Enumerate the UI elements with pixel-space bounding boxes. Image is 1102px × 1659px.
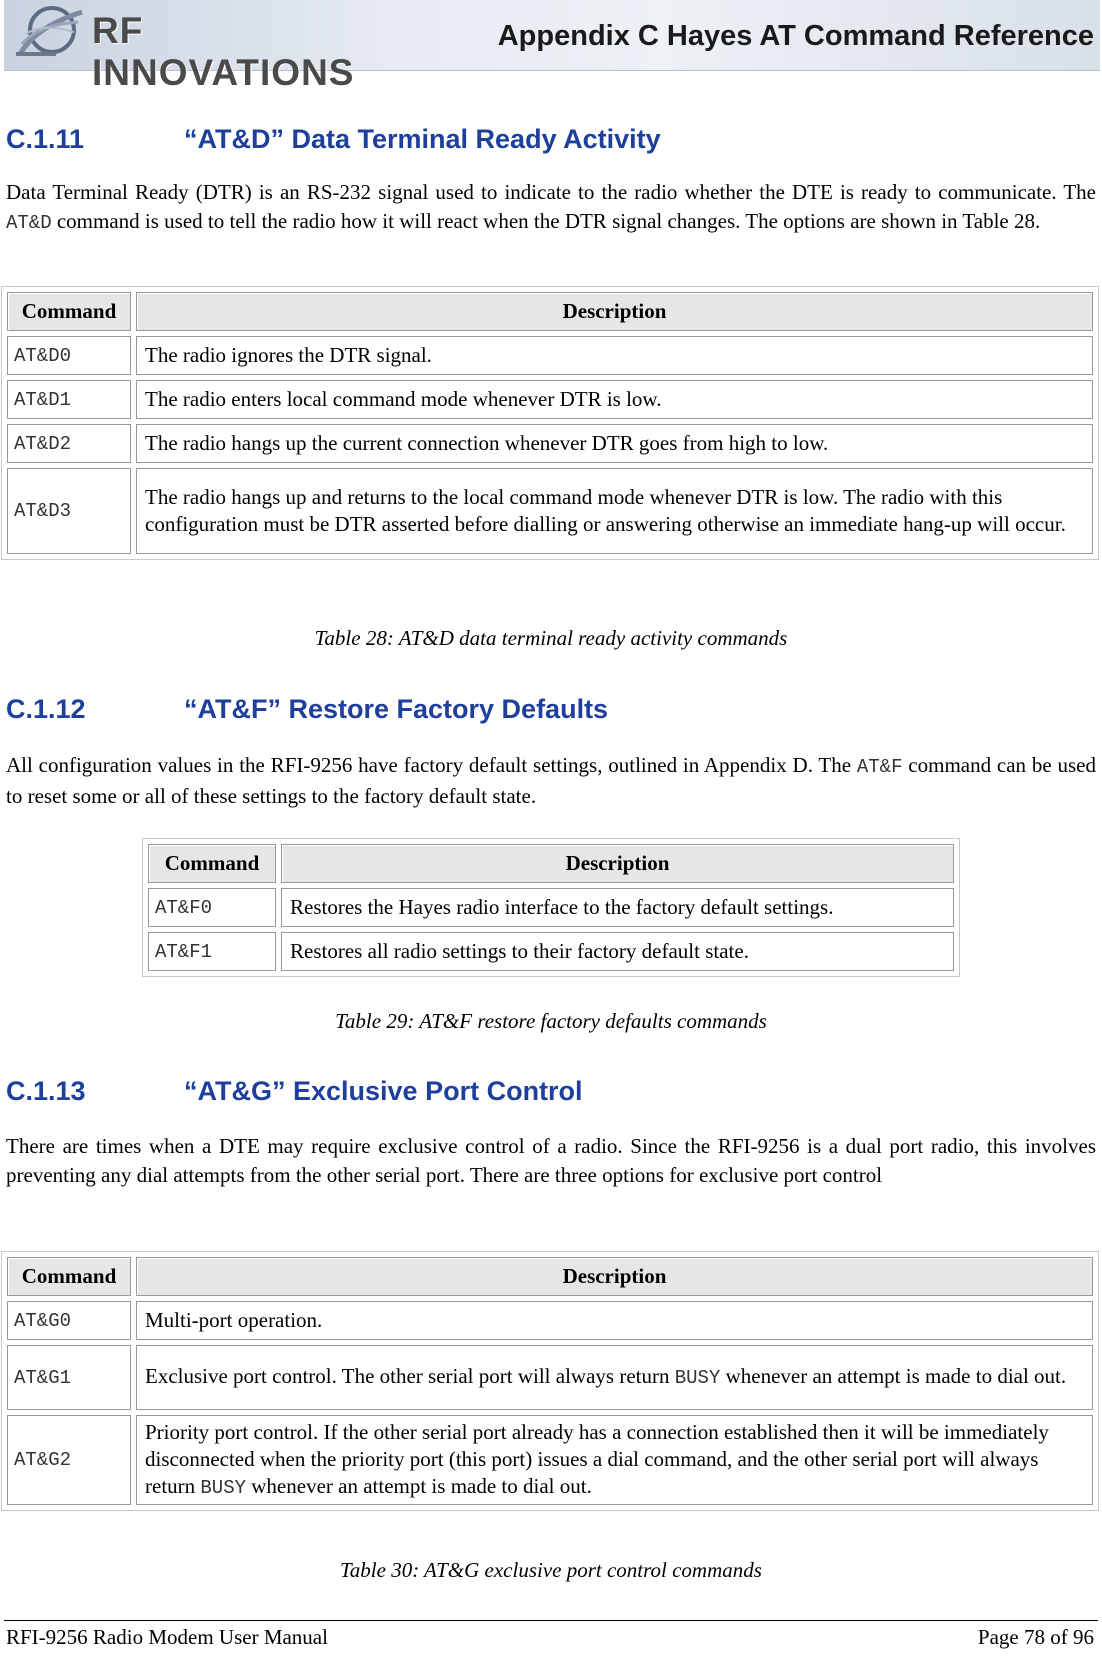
- footer-divider: [4, 1620, 1098, 1621]
- description-cell: [136, 1345, 1093, 1410]
- antenna-logo-icon: [12, 4, 86, 60]
- command-cell: AT&F1: [148, 932, 276, 971]
- column-header: Command: [148, 844, 276, 883]
- table-caption: Table 28: AT&D data terminal ready activity commands: [314, 626, 788, 650]
- footer-document-title: RFI-9256 Radio Modem User Manual: [6, 1625, 328, 1649]
- command-cell: AT&D0: [7, 336, 131, 375]
- section-heading: [6, 1076, 583, 1107]
- column-header: Command: [7, 1257, 131, 1296]
- command-cell: AT&G0: [7, 1301, 131, 1340]
- paragraph-text: command is used to tell the radio how it will react when the DTR signal changes. The options are shown in Table 28.: [51, 209, 1041, 233]
- column-header: Description: [136, 292, 1093, 331]
- paragraph: [6, 178, 1096, 238]
- table-row: [7, 380, 1093, 419]
- table-header-row: [148, 844, 954, 883]
- page-title: Appendix C Hayes AT Command Reference: [497, 20, 1094, 52]
- command-cell: AT&F0: [148, 888, 276, 927]
- inline-code: BUSY: [200, 1476, 247, 1499]
- description-cell: The radio hangs up the current connection whenever DTR goes from high to low.: [136, 424, 1093, 463]
- table-row: [7, 1415, 1093, 1505]
- command-table: [1, 286, 1099, 560]
- section-number: C.1.13: [6, 1076, 86, 1106]
- paragraph: [6, 1132, 1096, 1190]
- description-cell: The radio ignores the DTR signal.: [136, 336, 1093, 375]
- table-row: [7, 468, 1093, 554]
- table-row: [7, 424, 1093, 463]
- description-cell: Restores the Hayes radio interface to the factory default settings.: [281, 888, 954, 927]
- column-header: Description: [136, 1257, 1093, 1296]
- section-heading: [6, 124, 661, 155]
- column-header: Description: [281, 844, 954, 883]
- section-heading: [6, 694, 608, 725]
- inline-code: BUSY: [674, 1367, 721, 1389]
- section-number: C.1.11: [6, 124, 85, 154]
- command-table: [1, 1251, 1099, 1511]
- table-row: [148, 888, 954, 927]
- section-number: C.1.12: [6, 694, 86, 724]
- paragraph-text: command can be used to reset some or all of these settings to the factory default state.: [6, 753, 1096, 808]
- section-title: “AT&G” Exclusive Port Control: [184, 1076, 583, 1106]
- table-header-row: [7, 292, 1093, 331]
- description-text: whenever an attempt is made to dial out.: [246, 1473, 592, 1498]
- description-text: Exclusive port control. The other serial port will always return: [145, 1364, 675, 1388]
- footer-page-number: Page 78 of 96: [977, 1625, 1094, 1649]
- paragraph-text: All configuration values in the RFI-9256 have factory default settings, outlined in Appendix D. The: [6, 753, 857, 777]
- table-row: [7, 1345, 1093, 1410]
- paragraph-text: There are times when a DTE may require exclusive control of a radio. Since the RFI-9256 is a dual port radio, this involves preventing any dial attempts from the other serial port. There are three options for exclusive port control: [6, 1134, 1096, 1187]
- command-cell: AT&G2: [7, 1415, 131, 1505]
- page-header: [4, 0, 1100, 93]
- inline-code: AT&F: [856, 756, 903, 778]
- command-table: [142, 838, 960, 977]
- description-text: whenever an attempt is made to dial out.: [720, 1364, 1067, 1388]
- description-cell: The radio hangs up and returns to the local command mode whenever DTR is low. The radio with this configuration must be DTR asserted before dialling or answering otherwise an immediate hang-up will occur.: [136, 468, 1093, 554]
- description-cell: Restores all radio settings to their factory default state.: [281, 932, 954, 971]
- section-title: “AT&D” Data Terminal Ready Activity: [184, 124, 661, 154]
- command-cell: AT&D2: [7, 424, 131, 463]
- company-logo: [12, 4, 362, 93]
- description-cell: Multi-port operation.: [136, 1301, 1093, 1340]
- description-cell: The radio enters local command mode whenever DTR is low.: [136, 380, 1093, 419]
- command-cell: AT&D1: [7, 380, 131, 419]
- table-row: [7, 336, 1093, 375]
- column-header: Command: [7, 292, 131, 331]
- table-caption: Table 29: AT&F restore factory defaults commands: [335, 1009, 767, 1033]
- command-cell: AT&G1: [7, 1345, 131, 1410]
- table-header-row: [7, 1257, 1093, 1296]
- inline-code: AT&D: [6, 212, 52, 234]
- paragraph: [6, 751, 1096, 811]
- command-cell: AT&D3: [7, 468, 131, 554]
- section-title: “AT&F” Restore Factory Defaults: [184, 694, 609, 724]
- description-text: Priority port control. If the other serial port already has a connection established then it will be immediately disconnected when the priority port (this port) issues a dial command, and the other serial port will always return: [145, 1419, 1049, 1498]
- logo-text: RF INNOVATIONS: [92, 10, 355, 93]
- table-row: [7, 1301, 1093, 1340]
- table-row: [148, 932, 954, 971]
- description-cell: [136, 1415, 1093, 1505]
- table-caption: Table 30: AT&G exclusive port control commands: [340, 1558, 762, 1582]
- paragraph-text: Data Terminal Ready (DTR) is an RS-232 signal used to indicate to the radio whether the DTE is ready to communicate. The: [6, 180, 1096, 204]
